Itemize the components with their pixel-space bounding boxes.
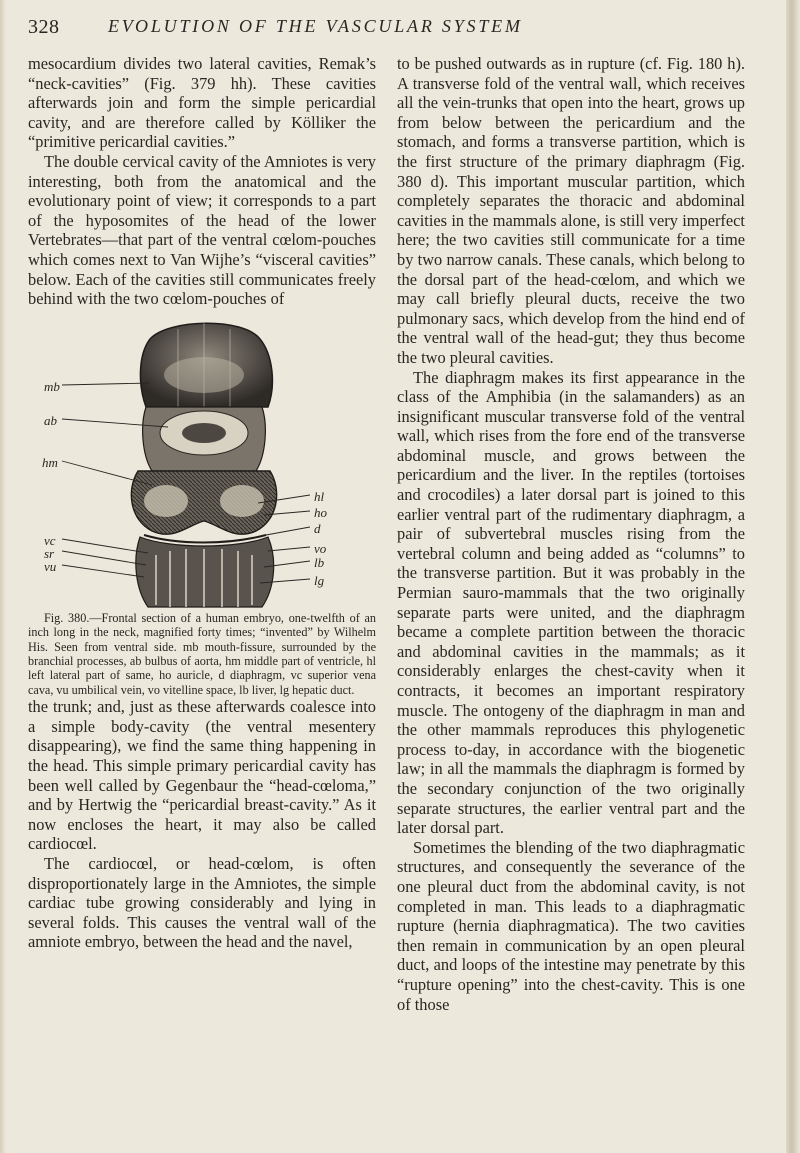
paragraph: the trunk; and, just as these afterwards coalesce into a simple body-cavity (the ventral mesentery disappearing), we find the same thing happening in the head. This simple primary pericardial cavity has been well called by Gegenbaur the “head-cœloma,” and by Hertwig the “pericardial breast-cavity.” As it now encloses the heart, it may also be called cardiocœl.: [28, 697, 376, 854]
page-header: [28, 14, 768, 42]
figure-label: vu: [44, 558, 57, 574]
page-left-edge: [0, 0, 6, 1153]
paragraph: Sometimes the blending of the two diaphragmatic structures, and consequently the severance of the one pleural duct from the abdominal cavity, is not completed in man. This leads to a diaphragmatic rupture (hernia diaphragmatica). The two cavities then remain in communication by an open pleural duct, and loops of the intestine may penetrate by this “rupture opening” into the chest-cavity. This is one of those: [397, 837, 745, 1014]
paragraph: The diaphragm makes its first appearance in the class of the Amphibia (in the salamanders) as an insignificant muscular transverse fold of the ventral wall, which rises from the fore end of the transverse abdominal muscle, and grows between the pericardium and the liver. In the reptiles (tortoises and crocodiles) a later dorsal part is joined to this earlier ventral part of the rudimentary diaphragm, a pair of subvertebral muscles rising from the vertebral column and being added as “columns” to the transverse partition. But it was probably in the Permian sauro-mammals that the two originally separate parts were united, and the diaphragm became a complete partition between the thoracic and abdominal cavities in the mammals; as it considerably enlarges the chest-cavity when it contracts, it becomes an important respiratory muscle. The ontogeny of the diaphragm in man and the other mammals reproduces this phylogenetic process to-day, in accordance with the biogenetic law; in all the mammals the diaphragm is formed by the secondary conjunction of the two originally separate structures, the earlier ventral part and the later dorsal part.: [397, 367, 745, 838]
figure-label: hl: [314, 488, 325, 504]
figure-label: sr: [44, 545, 55, 561]
figure-label: lb: [314, 554, 325, 570]
figure-label: mb: [44, 378, 60, 394]
figure-label: d: [314, 520, 321, 536]
right-column: [397, 54, 745, 1014]
left-column: [28, 54, 376, 952]
figure-label: vo: [314, 540, 327, 556]
paragraph: The cardiocœl, or head-cœlom, is often disproportionately large in the Amniotes, the simple cardiac tube growing considerably and lying in several folds. This causes the ventral wall of the amniote embryo, between the head and the navel,: [28, 853, 376, 952]
paragraph: The double cervical cavity of the Amniotes is very interesting, both from the anatomical and the evolutionary point of view; it corresponds to a part of the hyposomites of the head of the lower Vertebrates—that part of the ventral cœlom-pouches which comes next to Van Wijhe’s “visceral cavities” below. Each of the cavities still communicates freely behind with the two cœlom-pouches of: [28, 151, 376, 309]
figure-label: ho: [314, 504, 327, 520]
paragraph: to be pushed outwards as in rupture (cf. Fig. 180 h). A transverse fold of the ventral wall, which receives all the vein-trunks that open into the heart, grows up from below between the pericardium and the stomach, and forms a transverse partition, which is the first structure of the primary diaphragm (Fig. 380 d). This important muscular partition, which completely separates the thoracic and abdominal cavities in the mammals alone, is still very imperfect here; the two cavities still communicate for a time by two narrow canals. These canals, which belong to the dorsal part of the head-cœlom, and which we may call briefly pleural ducts, receive the two pulmonary sacs, which develop from the hind end of the ventral wall of the head-gut; they thus become the two pleural cavities.: [397, 54, 745, 367]
figure-label: lg: [314, 572, 325, 588]
figure-label: hm: [42, 454, 58, 470]
page-right-edge: [786, 0, 800, 1153]
figure-label: vc: [44, 532, 56, 548]
figure-label: ab: [44, 412, 57, 428]
paragraph: mesocardium divides two lateral cavities, Remak’s “neck-cavities” (Fig. 379 hh). These cavities afterwards join and form the simple pericardial cavity, and are therefore called by Kölliker the “primitive pericardial cavities.”: [28, 54, 376, 152]
figure-caption: Fig. 380.—Frontal section of a human embryo, one-twelfth of an inch long in the neck, magnified forty times; “invented” by Wilhelm His. Seen from ventral side. mb mouth-fissure, surrounded by the branchial processes, ab bulbus of aorta, hm middle part of ventricle, hl left lateral part of same, ho auricle, d diaphragm, vc superior vena cava, vu umbilical vein, vo vitelline space, lb liver, lg hepatic duct.: [28, 610, 376, 697]
running-title: EVOLUTION OF THE VASCULAR SYSTEM: [108, 16, 523, 36]
figure-380-embryo-section: [28, 315, 376, 609]
page-number: 328: [28, 16, 60, 38]
